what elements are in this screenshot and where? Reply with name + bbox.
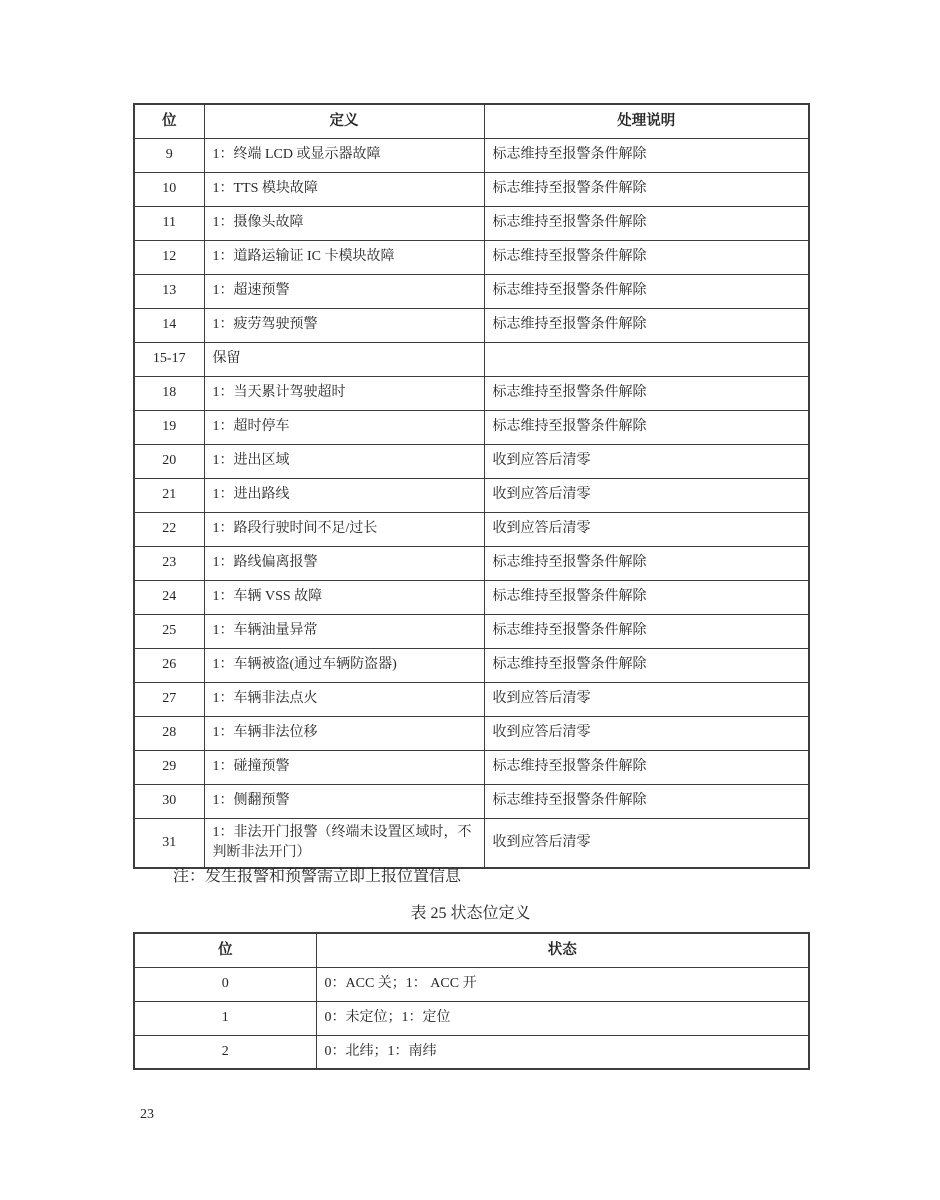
bit-cell: 30 [134, 784, 204, 818]
definition-cell: 1：车辆 VSS 故障 [204, 580, 484, 614]
handling-cell: 标志维持至报警条件解除 [484, 172, 809, 206]
status-header-status: 状态 [316, 933, 809, 967]
alarm-table-row [134, 444, 809, 478]
alarm-table-row [134, 784, 809, 818]
alarm-table-row [134, 410, 809, 444]
handling-cell: 标志维持至报警条件解除 [484, 240, 809, 274]
definition-cell: 1：侧翻预警 [204, 784, 484, 818]
bit-cell: 26 [134, 648, 204, 682]
alarm-header-definition: 定义 [204, 104, 484, 138]
definition-cell: 1：进出区域 [204, 444, 484, 478]
alarm-header-bit: 位 [134, 104, 204, 138]
handling-cell: 标志维持至报警条件解除 [484, 648, 809, 682]
bit-cell: 23 [134, 546, 204, 580]
handling-cell: 标志维持至报警条件解除 [484, 206, 809, 240]
alarm-table-row [134, 240, 809, 274]
definition-cell: 1：碰撞预警 [204, 750, 484, 784]
status-bit-table [133, 932, 810, 1070]
bit-cell: 19 [134, 410, 204, 444]
definition-cell: 1：路线偏离报警 [204, 546, 484, 580]
handling-cell: 收到应答后清零 [484, 444, 809, 478]
alarm-table-row [134, 342, 809, 376]
definition-cell: 1：车辆非法点火 [204, 682, 484, 716]
definition-cell: 1：摄像头故障 [204, 206, 484, 240]
alarm-table-row [134, 648, 809, 682]
status-header-bit: 位 [134, 933, 316, 967]
definition-cell: 1：车辆油量异常 [204, 614, 484, 648]
bit-cell: 1 [134, 1001, 316, 1035]
handling-cell: 标志维持至报警条件解除 [484, 274, 809, 308]
bit-cell: 9 [134, 138, 204, 172]
definition-cell: 1：非法开门报警（终端未设置区域时，不判断非法开门） [204, 818, 484, 868]
alarm-table-row [134, 716, 809, 750]
bit-cell: 10 [134, 172, 204, 206]
definition-cell: 1：超时停车 [204, 410, 484, 444]
alarm-table-row [134, 308, 809, 342]
bit-cell: 24 [134, 580, 204, 614]
alarm-bit-table [133, 103, 810, 869]
alarm-header-handling: 处理说明 [484, 104, 809, 138]
bit-cell: 15-17 [134, 342, 204, 376]
handling-cell: 标志维持至报警条件解除 [484, 376, 809, 410]
handling-cell: 标志维持至报警条件解除 [484, 546, 809, 580]
status-cell: 0：北纬；1：南纬 [316, 1035, 809, 1069]
handling-cell: 收到应答后清零 [484, 716, 809, 750]
definition-cell: 1：路段行驶时间不足/过长 [204, 512, 484, 546]
handling-cell [484, 342, 809, 376]
definition-cell: 1：终端 LCD 或显示器故障 [204, 138, 484, 172]
bit-cell: 13 [134, 274, 204, 308]
status-table-row [134, 1035, 809, 1069]
bit-cell: 12 [134, 240, 204, 274]
bit-cell: 21 [134, 478, 204, 512]
alarm-table-row [134, 172, 809, 206]
handling-cell: 标志维持至报警条件解除 [484, 580, 809, 614]
handling-cell: 标志维持至报警条件解除 [484, 410, 809, 444]
definition-cell: 1：道路运输证 IC 卡模块故障 [204, 240, 484, 274]
alarm-table-header [134, 104, 809, 138]
status-table-row [134, 967, 809, 1001]
bit-cell: 22 [134, 512, 204, 546]
bit-cell: 31 [134, 818, 204, 868]
bit-cell: 2 [134, 1035, 316, 1069]
bit-cell: 14 [134, 308, 204, 342]
handling-cell: 标志维持至报警条件解除 [484, 784, 809, 818]
handling-cell: 收到应答后清零 [484, 478, 809, 512]
alarm-note: 注：发生报警和预警需立即上报位置信息 [173, 868, 462, 885]
bit-cell: 0 [134, 967, 316, 1001]
status-table-row [134, 1001, 809, 1035]
alarm-table-header-row [134, 104, 809, 138]
bit-cell: 18 [134, 376, 204, 410]
bit-cell: 11 [134, 206, 204, 240]
definition-cell: 1：进出路线 [204, 478, 484, 512]
alarm-table-row [134, 580, 809, 614]
bit-cell: 25 [134, 614, 204, 648]
handling-cell: 标志维持至报警条件解除 [484, 138, 809, 172]
alarm-table-row [134, 274, 809, 308]
alarm-table-row [134, 614, 809, 648]
bit-cell: 29 [134, 750, 204, 784]
definition-cell: 1：当天累计驾驶超时 [204, 376, 484, 410]
handling-cell: 标志维持至报警条件解除 [484, 308, 809, 342]
alarm-table-row [134, 682, 809, 716]
handling-cell: 收到应答后清零 [484, 682, 809, 716]
alarm-table-body [134, 138, 809, 868]
alarm-table-row [134, 546, 809, 580]
status-cell: 0：未定位；1：定位 [316, 1001, 809, 1035]
definition-cell: 保留 [204, 342, 484, 376]
status-table-caption: 表 25 状态位定义 [410, 905, 531, 922]
bit-cell: 27 [134, 682, 204, 716]
alarm-table-row [134, 512, 809, 546]
definition-cell: 1：TTS 模块故障 [204, 172, 484, 206]
status-table-body [134, 967, 809, 1069]
definition-cell: 1：车辆非法位移 [204, 716, 484, 750]
status-table-header [134, 933, 809, 967]
alarm-table-row [134, 138, 809, 172]
status-cell: 0：ACC 关；1： ACC 开 [316, 967, 809, 1001]
handling-cell: 收到应答后清零 [484, 818, 809, 868]
definition-cell: 1：车辆被盗(通过车辆防盗器) [204, 648, 484, 682]
alarm-table-row [134, 376, 809, 410]
handling-cell: 标志维持至报警条件解除 [484, 614, 809, 648]
alarm-table-row [134, 206, 809, 240]
alarm-table-row [134, 818, 809, 868]
definition-cell: 1：疲劳驾驶预警 [204, 308, 484, 342]
status-table-header-row [134, 933, 809, 967]
handling-cell: 收到应答后清零 [484, 512, 809, 546]
handling-cell: 标志维持至报警条件解除 [484, 750, 809, 784]
page-number: 23 [140, 1107, 154, 1122]
definition-cell: 1：超速预警 [204, 274, 484, 308]
alarm-table-row [134, 750, 809, 784]
bit-cell: 20 [134, 444, 204, 478]
bit-cell: 28 [134, 716, 204, 750]
alarm-table-row [134, 478, 809, 512]
